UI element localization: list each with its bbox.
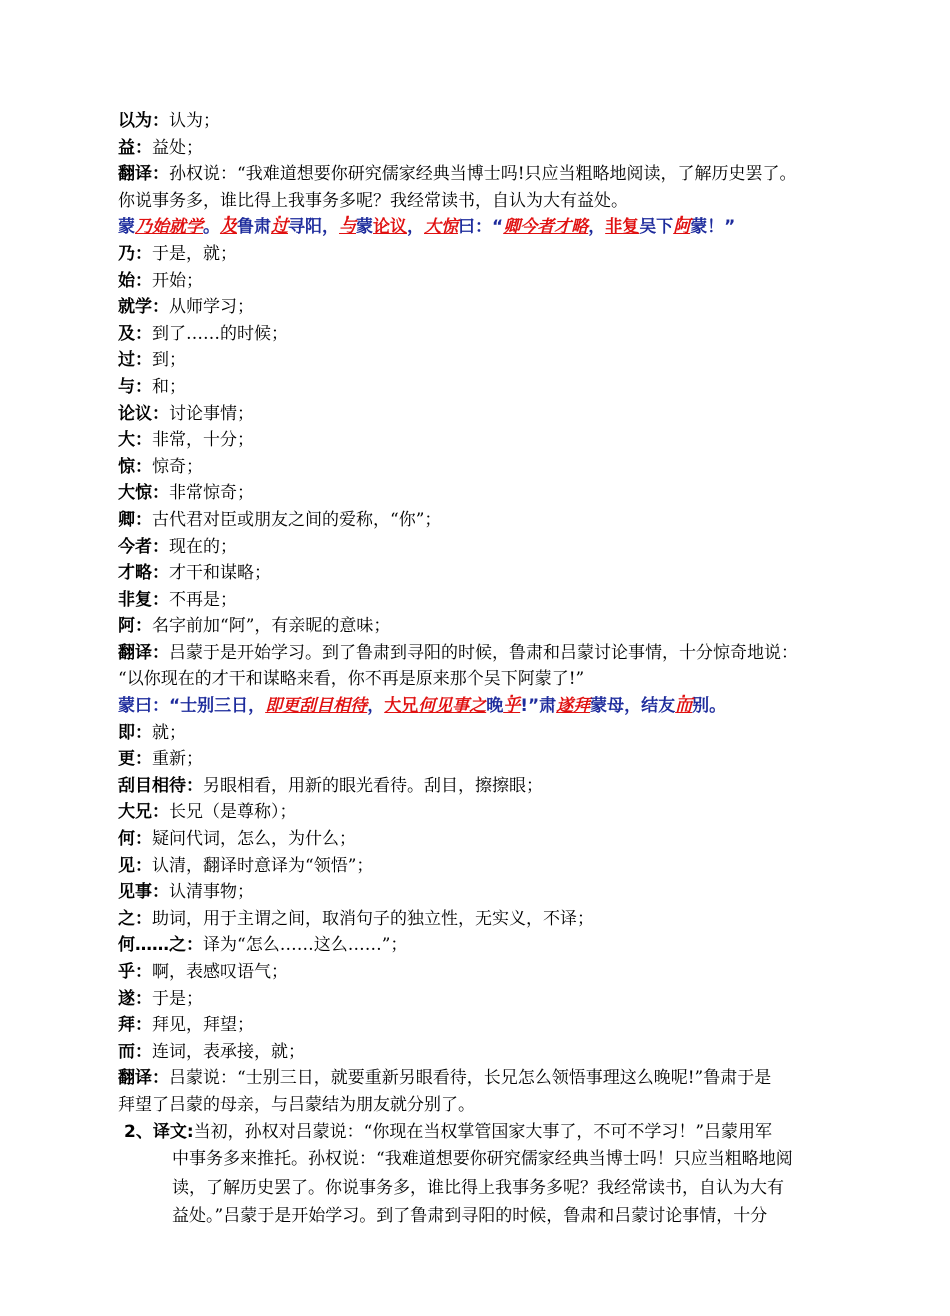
def-line bbox=[118, 454, 858, 481]
def-line bbox=[118, 347, 858, 374]
def-text: 认清，翻译时意译为“领悟”； bbox=[152, 855, 374, 876]
keyword-phrase: 非复 bbox=[605, 217, 640, 238]
def-text: 助词，用于主谓之间，取消句子的独立性，无实义，不译； bbox=[152, 908, 594, 929]
def-text: 到； bbox=[152, 350, 186, 371]
def-term: 论议： bbox=[118, 403, 169, 424]
section-text: 读，了解历史罢了。你说事务多，谁比得上我事务多呢？我经常读书，自认为大有 bbox=[172, 1177, 784, 1198]
keyword-phrase: 卿今者才略 bbox=[503, 217, 589, 238]
def-line bbox=[118, 401, 858, 428]
def-line bbox=[118, 427, 858, 454]
translation-block bbox=[118, 1065, 858, 1118]
keyword-phrase: 即更刮目相待 bbox=[265, 696, 368, 717]
source-sentence: 蒙曰：“士别三日，即更刮目相待，大兄何见事之晚乎!”肃遂拜蒙母，结友而别。 bbox=[118, 696, 727, 717]
def-text: 译为“怎么……这么……”； bbox=[203, 935, 408, 956]
def-text: 古代君对臣或朋友之间的爱称，“你”； bbox=[152, 509, 442, 530]
def-text: 和； bbox=[152, 376, 186, 397]
keyword-phrase: 何见事之 bbox=[418, 696, 487, 717]
def-line bbox=[118, 773, 858, 800]
def-term: 拜： bbox=[118, 1015, 152, 1036]
def-term: 何……之： bbox=[118, 935, 203, 956]
def-text: 长兄（是尊称）； bbox=[169, 802, 297, 823]
def-line bbox=[118, 587, 858, 614]
translation-text: 吕蒙于是开始学习。到了鲁肃到寻阳的时候，鲁肃和吕蒙讨论事情，十分惊奇地说： bbox=[169, 642, 798, 663]
keyword-phrase: 过 bbox=[271, 217, 288, 238]
def-line bbox=[118, 826, 858, 853]
def-term: 大惊： bbox=[118, 483, 169, 504]
def-term: 及： bbox=[118, 323, 152, 344]
def-term: 始： bbox=[118, 270, 152, 291]
def-term: 更： bbox=[118, 749, 152, 770]
def-line bbox=[118, 613, 858, 640]
def-line bbox=[118, 1012, 858, 1039]
keyword-phrase: 论议 bbox=[373, 217, 407, 238]
def-term: 即： bbox=[118, 722, 152, 743]
def-term: 见事： bbox=[118, 882, 169, 903]
keyword-phrase: 乎 bbox=[503, 696, 521, 717]
def-text: 才干和谋略； bbox=[169, 563, 271, 584]
def-line bbox=[118, 268, 858, 295]
def-term: 益： bbox=[118, 137, 152, 158]
def-line bbox=[118, 799, 858, 826]
translation-text: 拜望了吕蒙的母亲，与吕蒙结为朋友就分别了。 bbox=[118, 1094, 475, 1115]
document-page bbox=[118, 108, 858, 1231]
def-text: 于是，就； bbox=[152, 243, 237, 264]
def-line bbox=[118, 1039, 858, 1066]
def-line bbox=[118, 746, 858, 773]
def-term: 阿： bbox=[118, 616, 152, 637]
def-term: 大兄： bbox=[118, 802, 169, 823]
def-term: 遂： bbox=[118, 988, 152, 1009]
def-text: 非常惊奇； bbox=[169, 483, 254, 504]
def-text: 惊奇； bbox=[152, 456, 203, 477]
def-text: 啊，表感叹语气； bbox=[152, 962, 288, 982]
keyword-phrase: 而 bbox=[675, 696, 693, 717]
def-term: 卿： bbox=[118, 509, 152, 530]
translation-label: 翻译： bbox=[118, 164, 169, 185]
def-line bbox=[118, 507, 858, 534]
def-text: 益处； bbox=[152, 137, 203, 158]
def-line bbox=[118, 560, 858, 587]
keyword-phrase: 遂拜 bbox=[556, 696, 591, 717]
def-line bbox=[118, 879, 858, 906]
def-line bbox=[118, 135, 858, 162]
def-text: 疑问代词，怎么，为什么； bbox=[152, 829, 356, 850]
def-text: 另眼相看，用新的眼光看待。刮目，擦擦眼； bbox=[203, 775, 543, 796]
keyword-phrase: 阿 bbox=[673, 217, 691, 238]
keyword-phrase: 及 bbox=[220, 217, 237, 238]
def-line bbox=[118, 853, 858, 880]
def-line bbox=[118, 321, 858, 348]
keyword-phrase: 大兄 bbox=[384, 696, 419, 717]
source-sentence: 蒙乃始就学。及鲁肃过寻阳，与蒙论议，大惊曰：“卿今者才略，非复吴下阿蒙！” bbox=[118, 217, 736, 238]
def-text: 认清事物； bbox=[169, 882, 254, 903]
def-text: 名字前加“阿”，有亲昵的意味； bbox=[152, 616, 391, 637]
def-line bbox=[118, 241, 858, 268]
section-text: 益处。”吕蒙于是开始学习。到了鲁肃到寻阳的时候，鲁肃和吕蒙讨论事情，十分 bbox=[172, 1206, 768, 1227]
section-text: 中事务多来推托。孙权说：“我难道想要你研究儒家经典当博士吗！只应当粗略地阅 bbox=[172, 1149, 793, 1170]
def-text: 认为； bbox=[169, 111, 220, 131]
section-label: 2、译文: bbox=[124, 1121, 194, 1142]
def-term: 大： bbox=[118, 430, 152, 451]
def-line bbox=[118, 294, 858, 321]
translation-text: 你说事务多，谁比得上我事务多呢？我经常读书，自认为大有益处。 bbox=[118, 190, 628, 211]
def-line bbox=[118, 720, 858, 747]
def-text: 现在的； bbox=[169, 536, 237, 557]
def-term: 今者： bbox=[118, 536, 169, 557]
def-term: 见： bbox=[118, 855, 152, 876]
def-term: 就学： bbox=[118, 297, 169, 318]
full-translation-section bbox=[124, 1119, 858, 1231]
def-text: 讨论事情； bbox=[169, 403, 254, 424]
def-text: 拜见，拜望； bbox=[152, 1015, 254, 1036]
def-line bbox=[118, 534, 858, 561]
def-term: 而： bbox=[118, 1041, 152, 1062]
translation-label: 翻译： bbox=[118, 642, 169, 663]
keyword-phrase: 与 bbox=[339, 217, 356, 238]
def-term: 之： bbox=[118, 908, 152, 929]
translation-label: 翻译： bbox=[118, 1068, 169, 1089]
def-line bbox=[118, 986, 858, 1013]
keyword-phrase: 乃始就学 bbox=[135, 217, 203, 238]
def-line bbox=[118, 108, 858, 135]
def-term: 过： bbox=[118, 350, 152, 371]
def-line bbox=[118, 906, 858, 933]
def-text: 连词，表承接，就； bbox=[152, 1041, 305, 1062]
def-text: 不再是； bbox=[169, 589, 237, 610]
def-line bbox=[118, 480, 858, 507]
def-term: 乎： bbox=[118, 962, 152, 982]
def-term: 与： bbox=[118, 376, 152, 397]
translation-text: 孙权说：“我难道想要你研究儒家经典当博士吗!只应当粗略地阅读，了解历史罢了。 bbox=[169, 164, 797, 185]
def-term: 刮目相待： bbox=[118, 775, 203, 796]
keyword-phrase: 大惊 bbox=[424, 217, 458, 238]
def-line bbox=[118, 374, 858, 401]
translation-text: 吕蒙说：“士别三日，就要重新另眼看待，长兄怎么领悟事理这么晚呢!”鲁肃于是 bbox=[169, 1068, 772, 1089]
def-text: 到了……的时候； bbox=[152, 323, 288, 344]
def-term: 才略： bbox=[118, 563, 169, 584]
def-text: 于是； bbox=[152, 988, 203, 1009]
def-line bbox=[118, 932, 858, 959]
def-term: 何： bbox=[118, 829, 152, 850]
def-text: 重新； bbox=[152, 749, 203, 770]
def-text: 就； bbox=[152, 722, 186, 743]
def-text: 开始； bbox=[152, 270, 203, 291]
def-term: 乃： bbox=[118, 243, 152, 264]
def-text: 从师学习； bbox=[169, 297, 254, 318]
section-text: 当初，孙权对吕蒙说：“你现在当权掌管国家大事了，不可不学习！”吕蒙用军 bbox=[193, 1121, 773, 1142]
translation-text: “以你现在的才干和谋略来看，你不再是原来那个吴下阿蒙了!” bbox=[118, 669, 585, 690]
def-line bbox=[118, 959, 858, 986]
translation-block bbox=[118, 640, 858, 693]
def-term: 非复： bbox=[118, 589, 169, 610]
def-text: 非常，十分； bbox=[152, 430, 254, 451]
def-term: 惊： bbox=[118, 456, 152, 477]
def-term: 以为： bbox=[118, 111, 169, 131]
